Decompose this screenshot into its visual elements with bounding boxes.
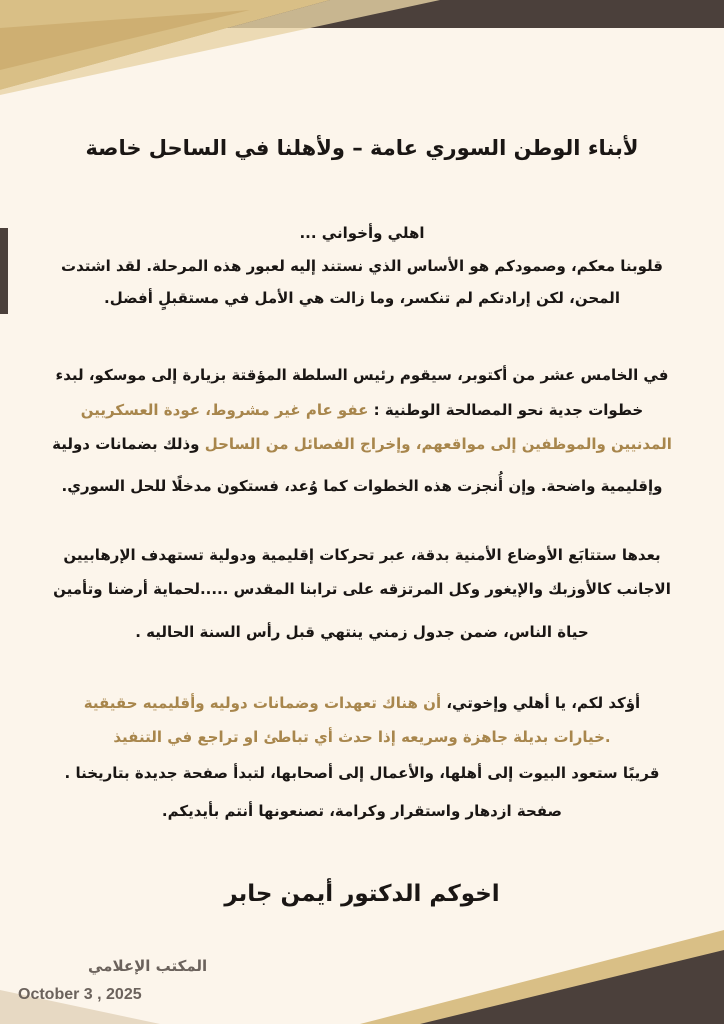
paragraph-line: بعدها ستتابَع الأوضاع الأمنية بدقة، عبر تحركات إقليمية ودولية تستهدف الإرهابيين (63, 546, 661, 564)
highlight-text: أن هناك تعهدات وضمانات دوليه وأقليميه حقيقية (83, 694, 442, 712)
corner-decoration-bottom (0, 930, 724, 1024)
paragraph-line: قلوبنا معكم، وصمودكم هو الأساس الذي نستند إليه لعبور هذه المرحلة. لقد اشتدت (61, 257, 663, 275)
date: October 3 , 2025 (18, 986, 142, 1003)
signature: اخوكم الدكتور أيمن جابر (224, 881, 500, 907)
media-office-label: المكتب الإعلامي (88, 957, 208, 975)
paragraph-line (0, 693, 724, 713)
paragraph-line: الاجانب كالأوزبك والإيغور وكل المرتزقه على ترابنا المقدس .....لحماية أرضنا وتأمين (53, 580, 671, 598)
highlight-text: عفو عام غير مشروط، عودة العسكريين (80, 401, 369, 419)
highlight-line: .خيارات بديلة جاهزة وسريعه إذا حدث أي تباطئ او تراجع في التنفيذ (113, 728, 611, 746)
text-segment: خطوات جدية نحو المصالحة الوطنية : (368, 401, 644, 419)
paragraph-line (0, 400, 724, 420)
paragraph-line: حياة الناس، ضمن جدول زمني ينتهي قبل رأس السنة الحاليه . (135, 623, 589, 641)
paragraph-line: صفحة ازدهار واستقرار وكرامة، تصنعونها أنتم بأيديكم. (161, 802, 563, 820)
highlight-text: المدنيين والموظفين إلى مواقعهم، وإخراج الفصائل من الساحل (204, 435, 672, 453)
paragraph-line (0, 434, 724, 454)
paragraph-line: وإقليمية واضحة. وإن أُنجزت هذه الخطوات كما وُعد، فستكون مدخلًا للحل السوري. (61, 477, 663, 495)
corner-decoration-top (0, 0, 724, 100)
text-segment: أؤكد لكم، يا أهلي وإخوتي، (441, 694, 641, 712)
text-segment: وذلك بضمانات دولية (52, 435, 205, 453)
page-title: لأبناء الوطن السوري عامة – ولأهلنا في الساحل خاصة (85, 136, 639, 160)
paragraph-line: في الخامس عشر من أكتوبر، سيقوم رئيس السلطة المؤقتة بزيارة إلى موسكو، لبدء (55, 366, 669, 384)
greeting: اهلي وأخواني ... (299, 224, 425, 242)
paragraph-line: المحن، لكن إرادتكم لم تنكسر، وما زالت هي الأمل في مستقبلٍ أفضل. (104, 289, 620, 307)
paragraph-line: قريبًا ستعود البيوت إلى أهلها، والأعمال إلى أصحابها، لتبدأ صفحة جديدة بتاريخنا . (64, 764, 660, 782)
